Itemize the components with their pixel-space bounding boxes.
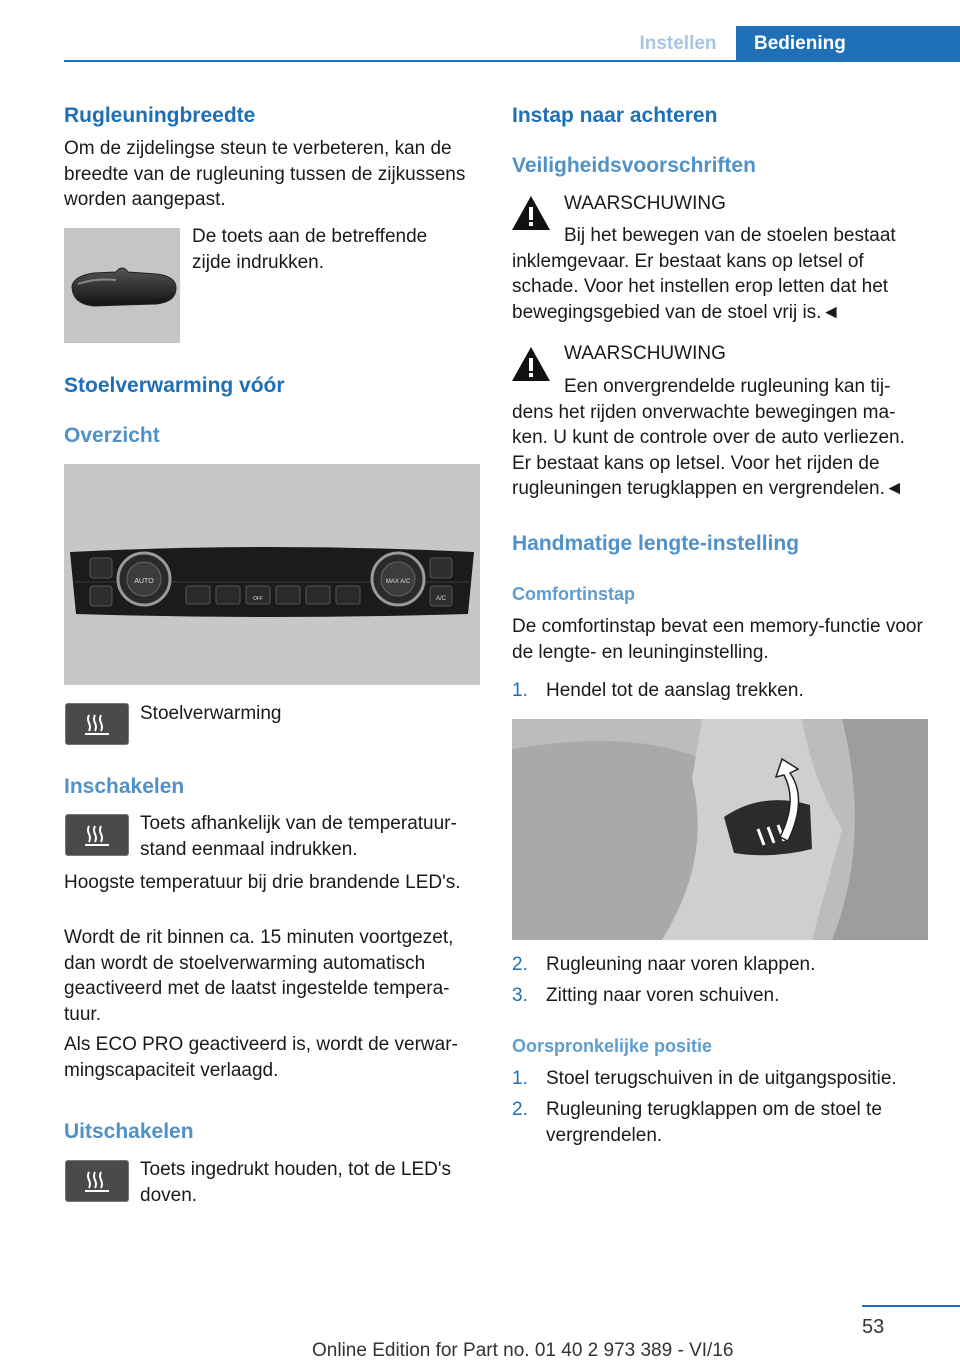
tab-instellen[interactable]: Instellen [639, 33, 717, 54]
header-rule [64, 60, 960, 62]
rug-instruction: De toets aan de betreffende zijde indrukken. [192, 226, 428, 273]
section-title-rugleuningbreedte: Rugleuningbreedte [64, 104, 256, 127]
warning-1-text: Bij het bewegen van de stoelen bestaat inklemgevaar. Er bestaat kans op letsel of schade. Voor het instellen erop letten dat het bewegingsgebied van de stoel vrij is.◄ [512, 225, 896, 323]
warning-1-label: WAARSCHUWING [564, 193, 726, 214]
subsection-title-comfortinstap: Comfortinstap [512, 584, 635, 604]
list-item: Zitting naar voren schuiven. [546, 985, 780, 1006]
seat-heating-off-icon [65, 1160, 129, 1202]
section-title-instap: Instap naar achteren [512, 104, 718, 127]
subsection-title-oorspronkelijk: Oorspronkelijke positie [512, 1036, 713, 1056]
on-paragraph-3: Als ECO PRO geactiveerd is, wordt de verwarmingscapaciteit verlaagd. [64, 1034, 458, 1081]
rug-paragraph: Om de zijdelingse steun te verbeteren, kan de breedte van de rugleuning tussen de zijkussens worden aangepast. [64, 138, 466, 210]
tab-bediening[interactable]: Bediening [736, 26, 960, 62]
list-item: Stoel terugschuiven in de uitgangspositie. [546, 1068, 897, 1089]
list-number: 1. [512, 680, 528, 701]
seat-heating-label: Stoelverwarming [140, 703, 282, 724]
warning-2-label: WAARSCHUWING [564, 343, 726, 364]
off-instruction: Toets ingedrukt houden, tot de LED's doven. [140, 1159, 451, 1206]
list-item: Rugleuning terugklappen om de stoel te vergrendelen. [546, 1099, 882, 1146]
subsection-title-veiligheid: Veiligheidsvoorschriften [512, 154, 756, 177]
backrest-button-icon [64, 228, 180, 343]
seat-heating-button-icon [65, 814, 129, 856]
list-number: 2. [512, 1099, 528, 1120]
list-item: Rugleuning naar voren klappen. [546, 954, 816, 975]
edition-footer: Online Edition for Part no. 01 40 2 973 389 - VI/16 [312, 1340, 734, 1361]
off-label: OFF [253, 596, 263, 602]
list-item: Hendel tot de aanslag trekken. [546, 680, 804, 701]
on-paragraph-1: Hoogste temperatuur bij drie brandende LED's. [64, 872, 461, 893]
list-number: 1. [512, 1068, 528, 1089]
climate-panel-illustration [64, 464, 480, 685]
on-paragraph-2: Wordt de rit binnen ca. 15 minuten voortgezet, dan wordt de stoelverwarming automatisch geactiveerd met de laatst ingestelde temperatuur. [64, 927, 454, 1025]
backrest-button-photo [64, 228, 180, 343]
subsection-title-lengte: Handmatige lengte-instelling [512, 532, 800, 555]
max-ac-label: MAX A/C [385, 579, 411, 585]
subsection-title-uitschakelen: Uitschakelen [64, 1120, 194, 1143]
seat-lever-illustration [512, 719, 928, 940]
seat-heating-icon [65, 703, 129, 745]
warning-2-text: Een onvergrendelde rugleuning kan tijdens het rijden onverwachte bewegingen maken. U kunt de controle over de auto verliezen. Er bestaat kans op letsel. Voor het rijden de rugleuningen terugklappen en vergrendelen.◄ [512, 376, 905, 499]
section-title-stoelverwarming: Stoelverwarming vóór [64, 374, 285, 397]
ac-label: A/C [435, 596, 447, 602]
footer-rule [862, 1305, 960, 1307]
climate-panel-photo [64, 464, 480, 685]
page-number: 53 [862, 1316, 885, 1338]
seat-lever-photo [512, 719, 928, 940]
subsection-title-inschakelen: Inschakelen [64, 775, 185, 798]
subsection-title-overzicht: Overzicht [64, 424, 160, 447]
on-instruction: Toets afhankelijk van de temperatuurstand eenmaal indrukken. [140, 813, 457, 860]
comfort-paragraph: De comfortinstap bevat een memory-functie voor de lengte- en leuninginstelling. [512, 616, 923, 663]
list-number: 3. [512, 985, 528, 1006]
list-number: 2. [512, 954, 528, 975]
auto-label: AUTO [134, 578, 154, 585]
